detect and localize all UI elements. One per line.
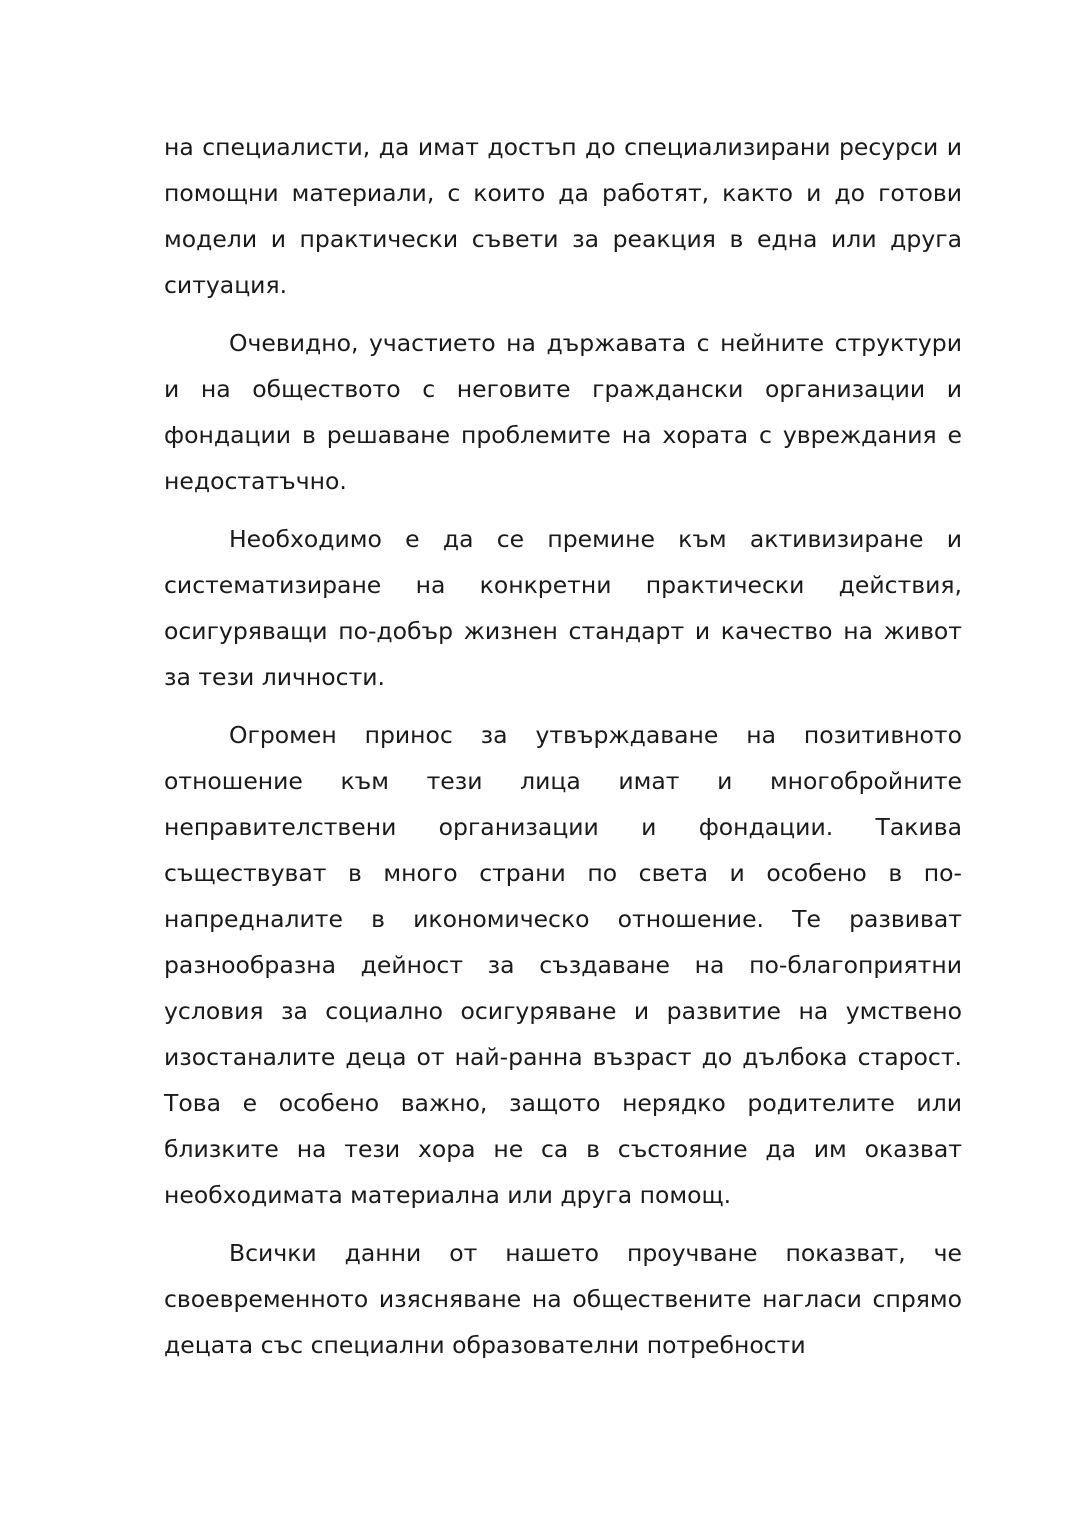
paragraph-survey-data: Всички данни от нашето проучване показват, че своевременното изясняване на обществените нагласи спрямо децата със специални образователни потребности [164, 1239, 962, 1359]
body-text [164, 124, 962, 1380]
paragraph-continuation: на специалисти, да имат достъп до специализирани ресурси и помощни материали, с които да работят, както и до готови модели и практически съвети за реакция в една или друга ситуация. [164, 133, 962, 299]
paragraph-state-participation: Очевидно, участието на държавата с нейните структури и на обществото с неговите граждански организации и фондации в решаване проблемите на хората с увреждания е недостатъчно. [164, 329, 962, 495]
paragraph-ngo-contribution: Огромен принос за утвърждаване на позитивното отношение към тези лица имат и многобройните неправителствени организации и фондации. Такива съществуват в много страни по света и особено в по-напредналите в икономическо отношение. Те развиват разнообразна дейност за създаване на по-благоприятни условия за социално осигуряване и развитие на умствено изостаналите деца от най-ранна възраст до дълбока старост. Това е особено важно, защото нерядко родителите или близките на тези хора не са в състояние да им оказват необходимата материална или друга помощ. [164, 721, 962, 1209]
paragraph-practical-actions: Необходимо е да се премине към активизиране и систематизиране на конкретни практически действия, осигуряващи по-добър жизнен стандарт и качество на живот за тези личности. [164, 525, 962, 691]
